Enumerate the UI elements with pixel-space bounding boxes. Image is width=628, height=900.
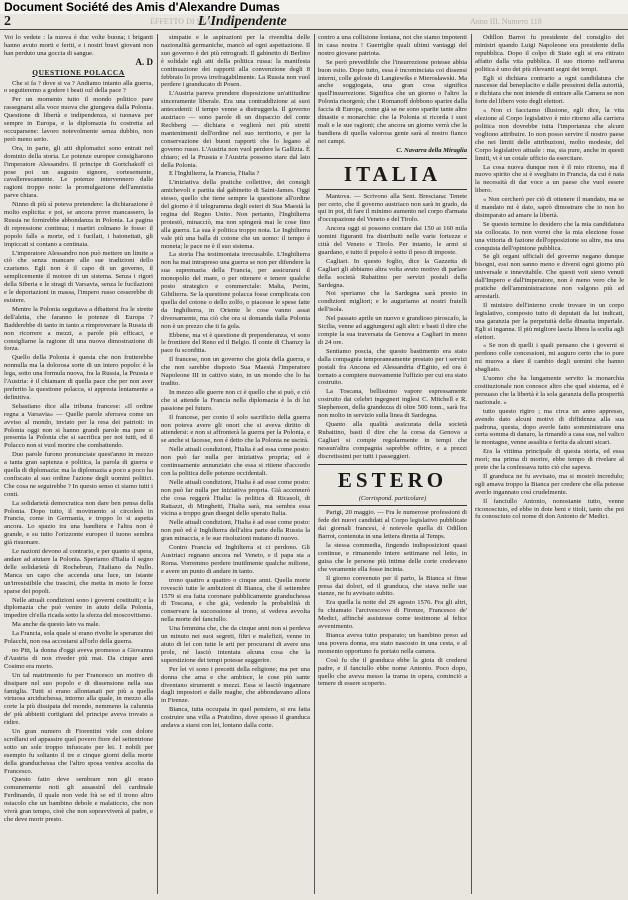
col3-intro: contro a una collisione lontana, noi che siamo impotenti in casa nostra ! Guerriglie quali ultimi vantaggi del nostro giovane patriota. [318,34,467,57]
article-paragraph: L'iniziativa della pratiche collettive, dei consigli amichevoli e partita dal gabinetto di Saint-James. Oggi stesso, quello che tiene sempre la questione all'ordine del giorno è il telegramma degli esteri di Sua Maestà la regina del Regno Unito. Non pertanto, l'Inghilterra protestò, minacciò, ma non spingerà mai le cose fino alla guerra. La sua è politica troppo nota. Le Inghilterra vale più una balla di cotone che un uomo: il tempo è moneta; le pace ne è il suo sistema. [161,179,310,250]
article-paragraph: Parigi, 20 maggio. — Fra le numerose professioni di fede dei nuovi candidati al Corpo legislativo pubblicate dai giornali francesi, è notevole quella di Odillon Barrot, contenuta in una lettera diretta al Temps. [318,509,467,541]
article-paragraph: Ma anche da questo lato va male. [12,621,101,629]
article-paragraph: Nelle attuali condizioni, l'Italia è ad esse come posto: non può ed è Inghilterra dell'altra parte della Russia la gran minaccia, e le sue risoluzioni mutano di nuovo. [161,519,310,543]
estero-subtitle: (Corrispond. particolare) [358,494,427,502]
article-paragraph: Il giorno convenuto per il parto, la Bianca si finse presa dai dolori, ed il granduca, che stava nelle sue stanze, ne fu avvisato subito. [318,574,467,598]
column-rule-3 [471,34,472,894]
article-paragraph: Mentre la Polonia seguitava a dibattersi fra le strette dell'aletta, che faranno le potenze di Europa ? Badderebbe di tanto in tanto a rimproverare la Russia di non ricorrere a mezzi, a parole più efficaci, e consigliarne la ragione di una nuova dimostrazione di forza. [4,305,153,353]
article-paragraph: Se però prevedibile che l'insurrezione potesse abbia buon esito. Dopo tutto, essa è incominciata coi dissensi interni, colle gelosie di Langiewiks e Mierosławski. Ma anche soggiogata, una gran cosa significa quell'insurrezione. Significa che un giorno o l'altro la Polonia risorgerà; che i Romanoff dobbono sparire dalla faccia di Europa, come già se ne sono sparite tante altre dinastie e monarchie: che la Polonia si ricorda i suoi mali e le sue ragioni; che ancora un giorno verrà che la bandiera di quella valorosa gente sarà al nostro fianco nei campi. [318,58,467,145]
article-paragraph: Ninno di più sì poteva pretendere: la dichiarazione è molto esplicita: e poi, se ancora prove mancassero, la Russia ne fornirebbe abbondanza in Polonia. La pagina di repressione continua; i martiri colmano le fosse: il popolo falls a morte, ed i fucilati, i baionettati, gli impiccati si contano a centinaia. [4,201,153,248]
article-paragraph: In mezzo alle guerre non ci è quello che si può, e ciò che si attende la Francia nella diplomazia è la di lui passione pel futuro. [161,388,310,412]
article-paragraph: Sentiamo poscia, che questo bastimento era stato dalla compagnia temporaneamente prestato per i servizi postali fra Ancona ed Alessandria d'Egitto, ed ora è tornato a compiere nuovamente l'uffizio per cui era stato costruito. [318,347,467,387]
article-paragraph: Una femmina che, che da cinque anni non si perdeva un minuto nei suoi segreti, filtri e malefizii, venne in aiuto di lei con tutte le arti per procurarsi di avere una prole, né lasciò intentata alcuna cosa che la superstizione dei tempi potesse suggerire. [161,625,310,664]
article-paragraph: Nelle attuali condizioni, l'Italia è ad esse come posto: non può far nulla per iniziativa propria. Già accennerò che cosa reggerà l'Italia: la politica di Ricasoli, di Rattazzi, di Minghetti, l'Italia sarà, ma sembra essa vicina a troppo gran disegni dello sperato Italia. [161,478,310,518]
column-3 [318,34,467,894]
col1-intro: Voi lo vedete : la nuova è duc volte buona; i briganti hanno avuto morti e feriti, e i nostri bravi giovani non han perduto una goccia di sangue. [4,34,153,57]
article-paragraph: Un gran numero di Fiorentini vide con dolore scrollarsi ed appassire quel povero fiore del settentrione sotto un sole troppo infuocato per lei. I nobili per esempio fu soltanto il tre e cinque giorni della morte della granduchessa che l'altro sposa veniva accolta da Francesco. [4,728,153,775]
article-paragraph: Il granduca ne fu avvisato, ma si mostrò incredulo; egli amava troppo la Bianca per credere che ella potesse averlo ingannato così crudelmente. [475,472,624,496]
article-paragraph: La storia l'ha testimoniata irrecusabile. L'Inghilterra non ha mai intrapreso una guerra se non per difendere la sua supremazia della Francia, per assicurarsi il monopolio del mare, o per ottenere e tenere qualche posto strategico e commerciale: Malta, Perim, Gibilterra. Se la questione polacca fosse complicata con quella del cotone o dello zolfo, o piacesse le spese fatte da Inghilterra, in Oriente le cose vanno assai diversamente, ma ciò che ora si domanda dalla Polonia non è un prezzo che ti fa gola. [161,251,310,330]
article-paragraph: « Non ci facciamo illusione, egli dice, la vita elezione al Corpo legislativo è mio ritorno alla carriera politica non dovrebbe tutta l'importanza che alcuni vogliono attribuire. Io non posso servire il nostro paese che nei limiti delle attribuzioni, molto modeste, del Corpo legislativo attuale : ma, sia pure, anche in questi limiti, vi è un cotale ufficio da esercitare. [475,107,624,162]
section-divider [318,464,467,465]
article-paragraph: Che si fa ? dove si va ? Andiamo intanto alla guerra, o seguiteremo a godere i beati ozî della pace ? [4,79,153,95]
column-rule-1 [157,34,158,894]
article-paragraph: La solidarietà democratica non dare ben pensa della Polonia. Dopo tutto, il movimento si circolerà in Francia, come in Germania, e troppo lo si aspetta ancora. Lo spazio tra una bandiera e l'altra non è grande, e su tutto l'orizzonte europeo il tuono sembra già risuonare. [4,499,153,547]
article-paragraph: Ora, in parte, gli atti diplomatici sono entrati nel dominio della storia. Le potenze europee consigliarono l'imperatore Alessandro. Il principe di Gortchakoff ci pose poi un augusto signore, cortesemente, cavallerescamente. Le potenze intervennero dalle ragioni troppo note: la promulgazione dell'amnistia parve chiara. [4,144,153,200]
archive-watermark: Document Société des Amis d'Alexandre Dumas [0,0,628,14]
article-paragraph: Il fanciullo Antonio, nonostante tutto, venne riconosciuto, ed ebbe in dote beni e titoli, tanto che poi fu conosciuto col nome di don Antonio de' Medici. [475,497,624,521]
article-paragraph: « Se non di quelli i quali pensano che i governi si perdono colle concessioni, mi auguro certo che io pure mi muova a dare il cambio degli uomini che hanno sbagliato. [475,342,624,374]
article-paragraph: Mantova. — Scrivono alla Sent. Bresciana: Tenete per certo, che il governo austriaco non sarà in grado, da qui in poi, di fare il minimo aumento nel corpo d'armata d'occupazione del Veneto e del Tirolo. [318,192,467,224]
article-paragraph: trono quattro a quattro o cinque anni. Quella morte rovesciò tutte le ambizioni di Bianca, che il settembre 1579 si era fatta coronare pubblicamente granduchessa di Toscana, e che già, vedendo la probabilità di conservare la successione al trono, si vedeva avvolta nella morte del fanciullo. [161,576,310,624]
italia-news-body [318,193,467,461]
article-paragraph: Era quella la notte del 29 agosto 1576. Fra gli altri, fu chiamato l'arcivescovo di Firenze, Francesco de' Medici, affinché assistesse come testimone al felice avvenimento. [318,599,467,631]
italia-heading: ITALIA [343,161,442,186]
article-paragraph: L'uomo che ha lungamente servito la monarchia costituzionale non conosce altro che quel sistema, ed è persuaso che la libertà è la sola garanzia della prosperità nazionale. » [475,375,624,406]
column-2 [161,34,310,894]
article-paragraph: Per un momento tutto il mondo politico pare rassegnarsi alla voce nuova che giungeva dalla Polonia. Questione di libertà e indipendenza, si tuonava per sempre in Europa, e la diplomazia fu costretta ad occuparsene: lavoro notevolmente senza dubbio, non però meno serio. [4,96,153,143]
article-paragraph: Ancora oggi si possono contare dai 150 ai 160 mila uomini figuranti fra distribuiti nelle varie fortezze e città del Veneto e Tirolo. Per intanto, le armi si guardano, e tutto il popolo è sotto il peso di imposte. [318,225,467,256]
estero-news-body [318,509,467,688]
article-paragraph: Bianca aveva tutto preparato; un bambino preso ad una povera donna, era stato nascosto in una cesta, e al momento opportuno fu portato nella camera. [318,632,467,655]
article-paragraph: Odillon Barrot fu presidente del consiglio dei ministri quando Luigi Napoleone era presidente della repubblica. Dopo il colpo di Stato egli si era ritirato affatto dalla vita pubblica. Il suo ritorno nell'arena politica è uno dei più rilevanti segni dei tempi. [475,34,624,73]
section-divider [318,189,467,190]
page-number: 2 [4,14,11,29]
col3-signature: C. Navarra della Miraglia [396,146,467,154]
bleedthrough-right: Anno III. Numero 118 [470,17,542,26]
col3-article-body [318,59,467,146]
newspaper-title: L'Indipendente [198,14,287,29]
article-paragraph: Egli si dichiara contrario a ogni candidatura che nascesse dal beneplacito e dalle pressioni della autorità, e dichiara che non intende di entrare alla Camera se non forte del libero voto degli elettori. [475,74,624,106]
article-paragraph: Duo parole furono pronunciate quest'anno in mezzo a tanta gran sapienza e politica, la parola di guerra e quella di diplomazia: ma la diplomazia a poco a poco ha confiscato al suo ordine l'azione degli uomini politici. Che cosa ne seguirebbe ? In questo senso ci siamo tutti i conti. [4,451,153,498]
article-paragraph: Il ministro dell'interno crede trovare in un corpo legislativo, composto tutto di deputati da lui indicati, una garanzia per la perpetuità della dinastia imperiale. Egli si inganna. Il più migliore lascia libera la scelta agli elettori. [475,301,624,341]
article-paragraph: Se gli organi ufficiali del governo negano dunque bisogni, essi non sanno meno e diversi ogni giorno più universale e innevitabile. Che questi voti sieno venuti dall'Impero e dall'imperatore, non è meno vero che le pratiche dell'amministrazione non valgono più ad arrestarli. [475,253,624,300]
estero-heading: ESTERO [337,467,448,492]
col1-signature: A. D [135,56,153,67]
article-paragraph: Questo fatto deve sembrare non gli erano comunemente noti gli assassinî del cardinale Ferdinando, il quale non vede frà se ed il trono altro ostacolo che un bambino debole e malaticcio, che non vivrà gran tempo, cioè che non sopravviverà al padre, e che deve morir presto. [4,776,153,823]
article-paragraph: Sebastiano dice alla tribuna francese: «Il ordine regna a Varsavia» — Quelle parole sferrava come un avviso al mondo, inviato per la resa dei patrioti: in Polonia oggi non si hanno grandi parole ma pure si presenta la Polonia che si sacrifica per noi tutti, ed il Polacco non si vuol morire che combattendo. [4,402,153,450]
article-paragraph: Il francese, per conto il solo sacrificio della guerra non poteva avere gli onori che si aveva diritto di attendersi: e non si affronterà la guerra per la Polonia, e se anche si facesse, non è detto che la Polonia ne uscirà. [161,413,310,445]
col2-article-body [161,34,310,730]
col4-article-body [475,34,624,521]
article-paragraph: Un tal matrimonio fu per Francesco un motivo di dissipare nel suo popolo e di dissensione nella sua famiglia. Tutti si erano allontanati per più a quella virtuosa arciduchessa, intorno alla quale, in mezzo alla corte la più dissipata del mondo, nemmeno la calunnia de' più abbietti cortigiani del principe aveva trovato a ridire. [4,671,153,727]
page-masthead [0,14,628,30]
article-paragraph: Noi speriamo che la Sardegna sarà presto in condizioni migliori; e lo auguriamo ai nostri fratelli dell'isola. [318,290,467,314]
article-paragraph: Così fu che il granduca ebbe la gioia di credersi padre, e il fanciullo ebbe nome Antonio. Poco dopo, quello che aveva messo la trama in opera, cominciò a temere di essere scoperto. [318,656,467,688]
article-paragraph: la stessa commedia, fingendo indisposizioni quasi continue, e rimanendo intere settimane nel letto, in guisa che le persone più intime delle corte credevano che veramente ella fosse incinta. [318,542,467,573]
article-paragraph: Nelle attuali condizioni sono i governi costituiti; e la diplomazia che può venire in aiuto della Polonia, impedire ch'ella ricada sotto la sferza del moscovitismo. [4,596,153,620]
article-paragraph: L'imperatore Alessandro non può mettere un limite a ciò che senza mancare alle sue tradizioni dello czarismo. Egli non è il capo di un governo, il semplicemente il motore di un sistema. Senza i rigori della Siberia e le stragi di Varsavia, senza le fucilazioni e le deportazioni in massa, l'impero russo cesserebbe di esistere. [4,249,153,304]
col1-article-body [4,80,153,824]
article-paragraph: Se questo termine lo desidero che la mia candidatura sia collocata. Io non vorrei che la mia elezione fosse una vittoria di fazione dell'opposizione su altre, ma una conquista dell'opinione pubblica. [475,220,624,252]
article-paragraph: La Francia, sola quale si erano rivolte le speranze dei Polacchi, non osa accostarsi all'orlo della guerra. [4,630,153,646]
article-paragraph: Era la vittima principale di questa storia, ed essa morì; ma prima di morire, ebbe tempo di rivelare al prete che la confessava tutto ciò che sapeva. [475,448,624,472]
article-paragraph: Contro Francia ed Inghilterra si ci perdono. Gli Austriaci regnano ancora nel Veneto, e il papa sta a Roma. Vorremmo perdere inutilmente qualche milione, e avere un punto di andare in tanto. [161,544,310,575]
column-1 [4,34,153,894]
section-divider [318,505,467,506]
article-paragraph: « Non cercherò per ciò di ottenere il mandato, ma se il mandato mi è dato, saprò dimostrare che io non ho disimparato ad amare la libertà. [475,196,624,219]
column-4 [475,34,624,894]
column-rule-2 [314,34,315,894]
article-paragraph: Quanto alla qualità assicurata della società Rubattino, basti il dire che la corsa da Genova a Cagliari si compie regolarmente in tempi che nessun'altra compagnia saprebbe offrire, e a prezzi discretissimi per tutti i passeggieri. [318,420,467,460]
bleedthrough-left: EFFETTO DI STA [150,17,211,26]
section-divider [318,158,467,159]
article-paragraph: Ebbene, ma vi è questione di prependeranza, vi sono le frontiere del Reno ed il Belgio. Il conte di Chamzy la pace fu sconfitta. [161,331,310,355]
article-paragraph: Quello della Polonia è questa che non frutterebbe nonnulla ma la dolorosa sorte di un intero popolo: è la lega, sotto una formula nuova, fra la Russia, la Prussia e l'Austria: è il chiamare di quella pace che per non aver preferito la questione polacca, si appresta lentamente a definitiva. [4,354,153,401]
article-paragraph: Nelle attuali condizioni, l'Italia è ad essa come posto: non può far nulla per iniziativa propria; ed è continuamente annunziato che essa si ritiene d'accordo con la politica delle potenze occidentali. [161,446,310,477]
article-paragraph: Nel passato aprile un nuovo e grandioso piroscafo, la Sicilia, venne ad aggiungersi agli altri: e basti il dire che compie la sua traversata da Genova a Cagliari in meno di 24 ore. [318,315,467,346]
article-paragraph: Bianca, tutta occupata in quel pensiero, si era fatta costruire una villa a Pratolino, dove spesso il granduca andava a starsi con lei, lontano dalla corte. [161,706,310,730]
article-paragraph: La cosa nuova dunque non è il mio ritorno, ma il nuovo spirito che si è svegliato in Francia, da cui è nata la necessità di dar voce a un paese che vuol essere libero. [475,163,624,195]
article-paragraph: simpatie e le aspirazioni per la rivendita delle nazionalità germaniche, mancò ad ogni aspettazione. Il suo governo è dei più retrogradi. Il gabinetto di Berlino è solidale egli atti della politica russa: la manifesta continuazione dei rapporti alla convenzione degli 8 febbraio lo prova irrefragabilmente. La Russia non vuol perdere i granducato di Posen. [161,34,310,89]
article-paragraph: Cagliari. In questo foglio, dice la Gazzetta di Cagliari gli abbiamo altra volta avuto motivo di parlare della società Rubattino per servizi postali della Sardegna. [318,257,467,289]
article-paragraph: Per lei vi sono i precetti della religione; ma per una donna che ama e che ambisce, le cose più sante diventano strumenti e mezzi. Essa si lasciò ingannare dagli impostori e dalle maghe, che abbondavano allora in Firenze. [161,665,310,705]
article-paragraph: E l'Inghilterra, la Francia, l'Italia ? [169,170,260,178]
article-paragraph: no Pitt, la donna d'oggi aveva promesso a Giovanna d'Austria di non riveder più mai. Da cinque anni Cosimo era morto. [4,646,153,670]
questione-polacca-heading: QUESTIONE POLACCA [32,67,125,77]
article-paragraph: L'Austria pareva prendere disposizione un'attitudine sinceramente liberale. Era una contraddizione ai suoi antecedenti: il tempo venne a distruggerla. Il governo austriaco — sono parole di un dispaccio del conte Rechberg — dichiara e veglierà nei più stretti mantenimenti dell'ordine nel suo territorio, e per la conservazione dei buoni rapporti che lo legano al governo russo. L'Austria non vuol perdere la Gallizia. È chiaro; ed la Prussia e l'Austria possono stare dal lato della Polonia. [161,90,310,169]
article-paragraph: Il francese, non un governo che gioia della guerra, e che non sarebbe disposto Sua Maestà l'imperatore Napoleone III in cattivo stato, in un mondo che lo ha tradito. [161,356,310,387]
article-paragraph: Le nazioni devono al contrario, e per quanto si spera, andare ad aiutare la Polonia. Speriamo d'Italia il segno delle solidarietà di Rochebrun, l'italiano da Nullo. Manca un capo che accenda una luce, un istante un'irresistibile che trascini, che metta in moto le forze sparse dei popoli. [4,548,153,595]
article-paragraph: tutto questo rigiro ; ma circa un anno appresso, avendo dato alcuni motivi di diffidenza alla sua padrona, questa, dopo averle fatto somministrare una certa somma di danaro, la rimandò a casa sua, nel valico le montagne, venne assalita e ferita da alcuni sicari. [475,407,624,447]
article-paragraph: La Toscana, bellissimo vapore espressamente costruito dai celebri ingegneri inglesi C. Mitchell e R. Stephenson, della grandezza di oltre 500 tonn., sarà fra non molto in servizio sulla linea di Sardegna. [318,388,467,420]
